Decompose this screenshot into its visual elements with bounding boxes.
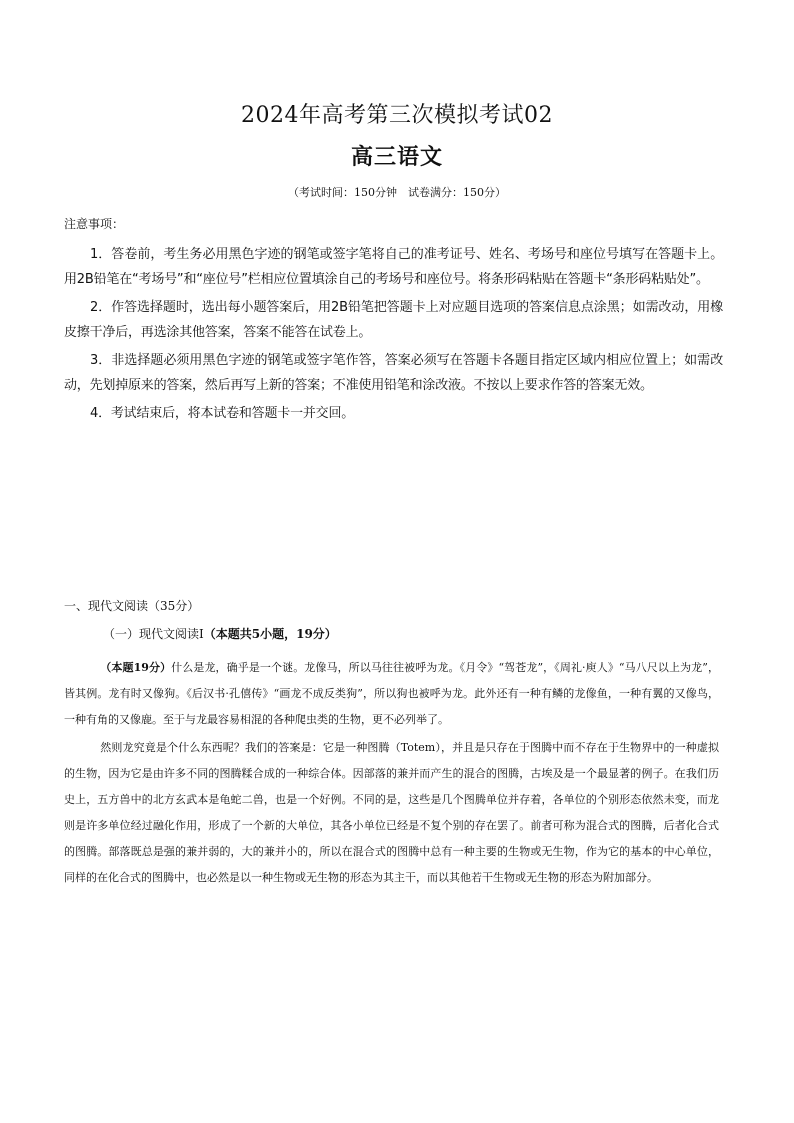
paragraph-1-text: 什么是龙，确乎是一个谜。龙像马，所以马往往被呼为龙。《月令》“驾苍龙”，《周礼·庾人》“马八尺以上为龙”，皆其例。龙有时又像狗。《后汉书·孔僖传》“画龙不成反类狗”，所以狗也被呼为龙。此外还有一种有鳞的龙像鱼，一种有翼的又像鸟，一种有角的又像鹿。至于与龙最容易相混的各种爬虫类的生物，更不必列举了。 — [64, 661, 719, 726]
subsection-heading-prefix: （一）现代文阅读Ⅰ — [103, 627, 204, 641]
exam-info: （考试时间：150分钟 试卷满分：150分） — [288, 186, 506, 199]
notice-item-2: 2．作答选择题时，选出每小题答案后，用2B铅笔把答题卡上对应题目选项的答案信息点涂黑；如需改动，用橡皮擦干净后，再选涂其他答案，答案不能答在试卷上。 — [64, 300, 723, 340]
reading-paragraph-1 — [64, 655, 719, 733]
reading-passage — [64, 655, 719, 893]
notice-item-1: 1．答卷前，考生务必用黑色字迹的钢笔或签字笔将自己的准考证号、姓名、考场号和座位号填写在答题卡上。用2B铅笔在“考场号”和“座位号”栏相应位置填涂自己的考场号和座位号。将条形码粘贴在答题卡“条形码粘贴处”。 — [64, 247, 723, 287]
subsection-heading — [103, 624, 337, 644]
question-label: （本题19分） — [100, 661, 172, 674]
notice-item-3: 3．非选择题必须用黑色字迹的钢笔或签字笔作答，答案必须写在答题卡各题目指定区域内相应位置上；如需改动，先划掉原来的答案，然后再写上新的答案；不准使用铅笔和涂改液。不按以上要求作答的答案无效。 — [64, 353, 723, 393]
exam-title: 2024年高考第三次模拟考试02 — [241, 103, 553, 128]
subject-title: 高三语文 — [350, 144, 443, 170]
notice-label: 注意事项： — [64, 217, 125, 231]
reading-paragraph-2: 然则龙究竟是个什么东西呢？我们的答案是：它是一种图腾（Totem），并且是只存在于图腾中而不存在于生物界中的一种虚拟的生物，因为它是由许多不同的图腾糅合成的一种综合体。因部落的兼并而产生的混合的图腾，古埃及是一个最显著的例子。在我们历史上，五方兽中的北方玄武本是龟蛇二兽，也是一个好例。不同的是，这些是几个图腾单位并存着，各单位的个别形态依然未变，而龙则是许多单位经过融化作用，形成了一个新的大单位，其各小单位已经是不复个别的存在罢了。前者可称为混合式的图腾，后者化合式的图腾。部落既总是强的兼并弱的，大的兼并小的，所以在混合式的图腾中总有一种主要的生物或无生物，作为它的基本的中心单位，同样的在化合式的图腾中，也必然是以一种生物或无生物的形态为其主干，而以其他若干生物或无生物的形态为附加部分。 — [64, 741, 719, 884]
subsection-heading-detail: （本题共5小题，19分） — [203, 627, 337, 641]
notice-list — [64, 242, 723, 429]
section-heading: 一、现代文阅读（35分） — [64, 599, 200, 613]
notice-item-4: 4．考试结束后，将本试卷和答题卡一并交回。 — [90, 406, 355, 421]
